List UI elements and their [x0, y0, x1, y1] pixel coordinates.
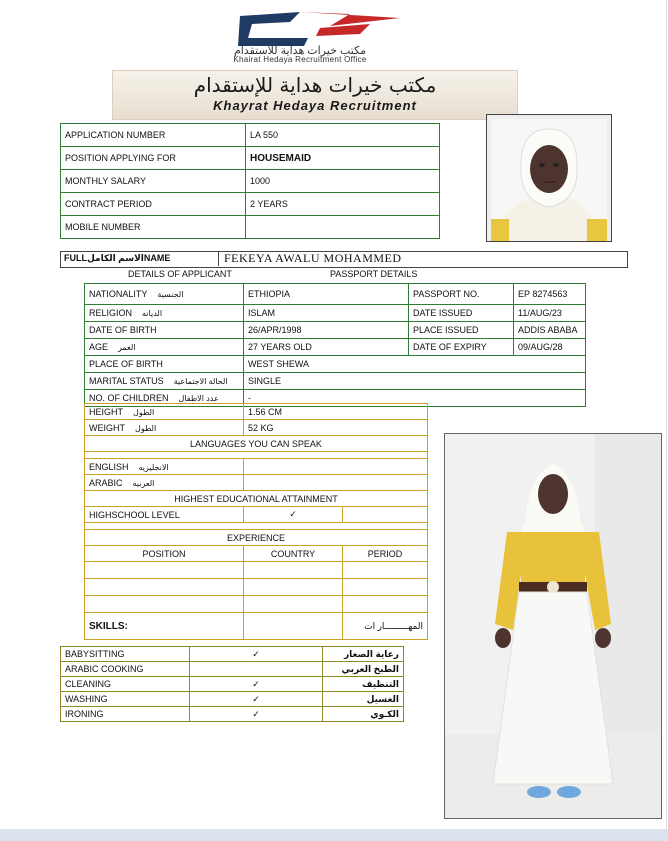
table-row	[61, 647, 404, 662]
skill-cleaning-check-icon: ✓	[190, 677, 323, 692]
skill-ironing-check-icon: ✓	[190, 707, 323, 722]
english-value	[244, 459, 428, 475]
table-row	[61, 692, 404, 707]
table-row	[85, 356, 586, 373]
nationality-value: ETHIOPIA	[244, 284, 409, 305]
spacer-row	[85, 523, 428, 530]
skill-cooking-label: ARABIC COOKING	[61, 662, 190, 677]
skills-table	[60, 646, 404, 722]
date-issued-value: 11/AUG/23	[514, 305, 586, 322]
date-issued-label: DATE ISSUED	[409, 305, 514, 322]
application-table	[60, 123, 440, 239]
logo-mark-icon	[230, 8, 440, 48]
table-row	[85, 475, 428, 491]
skill-washing-check-icon: ✓	[190, 692, 323, 707]
contract-label: CONTRACT PERIOD	[61, 193, 246, 216]
education-empty	[343, 507, 428, 523]
section-applicant-details: DETAILS OF APPLICANT	[128, 269, 232, 279]
skill-washing-arabic: الغسيل	[323, 692, 404, 707]
skills-label: SKILLS:	[85, 613, 244, 640]
date-expiry-label: DATE OF EXPIRY	[409, 339, 514, 356]
portrait-photo	[486, 114, 612, 242]
logo-english-text: Khairat Hedaya Recruitment Office	[233, 55, 367, 64]
education-label: HIGHSCHOOL LEVEL	[85, 507, 244, 523]
experience-title: EXPERIENCE	[85, 530, 428, 546]
languages-title: LANGUAGES YOU CAN SPEAK	[85, 436, 428, 452]
table-row	[61, 677, 404, 692]
height-label: HEIGHT الطول	[85, 404, 244, 420]
table-row	[61, 124, 440, 147]
table-row	[85, 530, 428, 546]
banner-english-title: Khayrat Hedaya Recruitment	[213, 98, 417, 113]
page-right-edge	[666, 0, 667, 829]
application-number-label: APPLICATION NUMBER	[61, 124, 246, 147]
table-row	[85, 436, 428, 452]
table-row	[85, 452, 428, 459]
mobile-value	[246, 216, 440, 239]
skill-cleaning-label: CLEANING	[61, 677, 190, 692]
place-issued-label: PLACE ISSUED	[409, 322, 514, 339]
table-row	[85, 613, 428, 640]
table-row	[85, 596, 428, 613]
salary-value: 1000	[246, 170, 440, 193]
skill-babysitting-label: BABYSITTING	[61, 647, 190, 662]
religion-label: RELIGION الديانه	[85, 305, 244, 322]
contract-value: 2 YEARS	[246, 193, 440, 216]
salary-label: MONTHLY SALARY	[61, 170, 246, 193]
full-name-label: FULLالاسم الكاملNAME	[64, 253, 171, 263]
table-row	[61, 662, 404, 677]
table-row	[85, 305, 586, 322]
skill-cooking-check-icon	[190, 662, 323, 677]
banner-arabic-title: مكتب خيرات هداية للإستقدام	[193, 73, 437, 97]
weight-value: 52 KG	[244, 420, 428, 436]
skill-ironing-arabic: الكـوي	[323, 707, 404, 722]
mobile-label: MOBILE NUMBER	[61, 216, 246, 239]
application-number-value: LA 550	[246, 124, 440, 147]
table-row	[85, 284, 586, 305]
passport-no-label: PASSPORT NO.	[409, 284, 514, 305]
skill-cleaning-arabic: التنظيف	[323, 677, 404, 692]
place-issued-value: ADDIS ABABA	[514, 322, 586, 339]
skill-cooking-arabic: الطبخ العربي	[323, 662, 404, 677]
section-passport-details: PASSPORT DETAILS	[330, 269, 418, 279]
nationality-label: NATIONALITY الجنسية	[85, 284, 244, 305]
skill-babysitting-arabic: رعاية الصغار	[323, 647, 404, 662]
passport-no-value: EP 8274563	[514, 284, 586, 305]
arabic-label: ARABIC العربيه	[85, 475, 244, 491]
education-title: HIGHEST EDUCATIONAL ATTAINMENT	[85, 491, 428, 507]
skill-babysitting-check-icon: ✓	[190, 647, 323, 662]
table-row	[61, 216, 440, 239]
table-row	[61, 170, 440, 193]
page-bottom-strip	[0, 829, 668, 841]
table-row	[85, 579, 428, 596]
full-name-value: FEKEYA AWALU MOHAMMED	[224, 251, 402, 265]
table-row	[85, 339, 586, 356]
exp-header-country: COUNTRY	[244, 546, 343, 562]
age-label: AGE العمر	[85, 339, 244, 356]
education-check-icon: ✓	[244, 507, 343, 523]
position-value: HOUSEMAID	[246, 147, 440, 170]
table-row	[61, 147, 440, 170]
place-of-birth-value: WEST SHEWA	[244, 356, 586, 373]
skills-label-arabic: المهـــــــــار ات	[343, 613, 428, 640]
religion-value: ISLAM	[244, 305, 409, 322]
english-label: ENGLISH الانجليزيه	[85, 459, 244, 475]
weight-label: WEIGHT الطول	[85, 420, 244, 436]
table-row	[85, 420, 428, 436]
name-divider	[218, 251, 219, 266]
place-of-birth-label: PLACE OF BIRTH	[85, 356, 244, 373]
height-value: 1.56 CM	[244, 404, 428, 420]
table-row	[85, 562, 428, 579]
children-label: NO. OF CHILDREN عدد الاطفال	[85, 390, 244, 407]
table-row	[85, 322, 586, 339]
details-table	[84, 283, 586, 407]
table-row	[85, 491, 428, 507]
position-label: POSITION APPLYING FOR	[61, 147, 246, 170]
full-body-photo	[444, 433, 662, 819]
table-row	[85, 523, 428, 530]
exp-header-period: PERIOD	[343, 546, 428, 562]
marital-status-value: SINGLE	[244, 373, 586, 390]
skill-washing-label: WASHING	[61, 692, 190, 707]
logo-arabic-text: مكتب خيرات هداية للاستقدام	[233, 45, 367, 57]
age-value: 27 YEARS OLD	[244, 339, 409, 356]
table-row	[85, 459, 428, 475]
marital-status-label: MARITAL STATUS الحالة الاجتماعية	[85, 373, 244, 390]
exp-header-position: POSITION	[85, 546, 244, 562]
attributes-table	[84, 403, 428, 640]
children-value: -	[244, 390, 586, 407]
date-expiry-value: 09/AUG/28	[514, 339, 586, 356]
table-row	[61, 193, 440, 216]
table-row	[85, 404, 428, 420]
table-row	[85, 507, 428, 523]
dob-value: 26/APR/1998	[244, 322, 409, 339]
arabic-value	[244, 475, 428, 491]
table-row	[85, 546, 428, 562]
spacer-row	[85, 452, 428, 459]
skill-ironing-label: IRONING	[61, 707, 190, 722]
table-row	[61, 707, 404, 722]
table-row	[85, 373, 586, 390]
dob-label: DATE OF BIRTH	[85, 322, 244, 339]
